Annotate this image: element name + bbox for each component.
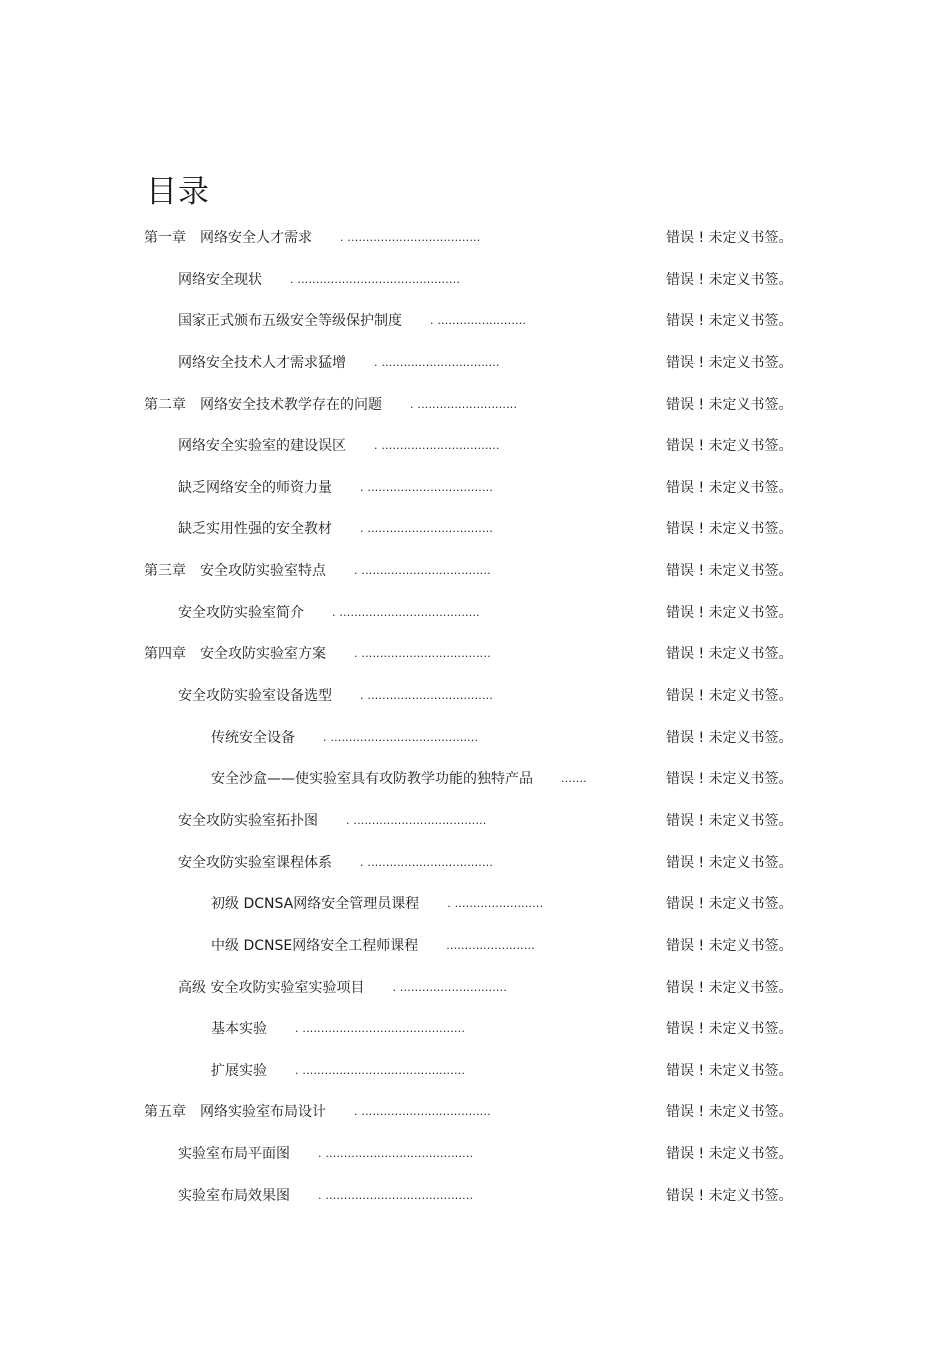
toc-leader-dots: ........................ — [446, 938, 535, 952]
toc-page-ref: 错误 ! 未定义书签。 — [666, 646, 793, 663]
toc-entry[interactable] — [0, 716, 950, 758]
toc-title: 目录 — [146, 174, 210, 210]
toc-leader-dots: . ................................... — [354, 1105, 491, 1119]
toc-entry-text: 传统安全设备 — [211, 729, 295, 746]
toc-entry-text: 安全攻防实验室课程体系 — [178, 854, 332, 871]
toc-leader-dots: . ........................ — [430, 314, 527, 328]
toc-page-ref: 错误 ! 未定义书签。 — [666, 521, 793, 538]
toc-entry-label — [178, 1186, 290, 1206]
toc-page-ref: 错误 ! 未定义书签。 — [666, 688, 793, 705]
chapter-number: 第二章 — [144, 396, 186, 413]
toc-leader-dots: . ................................... — [354, 647, 491, 661]
toc-entry[interactable] — [0, 216, 950, 258]
chapter-number: 第五章 — [144, 1104, 186, 1121]
toc-entry-text: 网络安全现状 — [178, 271, 262, 288]
toc-leader-dots: . ................................ — [374, 355, 500, 369]
toc-page-ref: 错误 ! 未定义书签。 — [666, 771, 793, 788]
toc-entry[interactable] — [0, 507, 950, 549]
toc-entry[interactable] — [0, 1090, 950, 1132]
toc-entry[interactable] — [0, 591, 950, 633]
toc-entry-label — [211, 769, 533, 789]
chapter-number: 第三章 — [144, 563, 186, 580]
toc-entry-label — [144, 395, 382, 415]
toc-list — [0, 216, 950, 1215]
toc-entry[interactable] — [0, 924, 950, 966]
toc-page-ref: 错误 ! 未定义书签。 — [666, 438, 793, 455]
toc-entry[interactable] — [0, 466, 950, 508]
toc-entry-text: 安全攻防实验室拓扑图 — [178, 812, 318, 829]
chapter-number: 第四章 — [144, 646, 186, 663]
chapter-number: 第一章 — [144, 230, 186, 246]
toc-leader-dots: . .................................. — [360, 522, 494, 536]
toc-entry-text: 缺乏网络安全的师资力量 — [178, 479, 332, 496]
toc-entry-text: 扩展实验 — [211, 1062, 267, 1079]
toc-entry-label — [178, 853, 332, 873]
toc-entry[interactable] — [0, 1049, 950, 1091]
toc-entry[interactable] — [0, 674, 950, 716]
toc-entry-text: 安全攻防实验室特点 — [200, 563, 326, 580]
toc-entry-text: 基本实验 — [211, 1021, 267, 1038]
toc-leader-dots: . .................................. — [360, 689, 494, 703]
toc-entry-label — [178, 978, 364, 998]
toc-entry-text: 网络安全技术人才需求猛增 — [178, 354, 346, 371]
toc-entry[interactable] — [0, 1174, 950, 1216]
toc-entry[interactable] — [0, 383, 950, 425]
toc-leader-dots: . ............................................ — [290, 272, 461, 286]
toc-page-ref: 错误 ! 未定义书签。 — [666, 230, 793, 246]
toc-entry[interactable] — [0, 258, 950, 300]
toc-page-ref: 错误 ! 未定义书签。 — [666, 354, 793, 371]
toc-entry[interactable] — [0, 882, 950, 924]
toc-page-ref: 错误 ! 未定义书签。 — [666, 1146, 793, 1163]
toc-leader-dots: . ............................................ — [295, 1063, 466, 1077]
toc-entry-text: 安全攻防实验室简介 — [178, 604, 304, 621]
toc-leader-dots: . ........................................ — [323, 730, 479, 744]
toc-page-ref: 错误 ! 未定义书签。 — [666, 1187, 793, 1204]
toc-entry-text: 缺乏实用性强的安全教材 — [178, 521, 332, 538]
toc-entry-text: 网络安全实验室的建设误区 — [178, 438, 346, 455]
toc-entry-text: 网络安全人才需求 — [200, 230, 312, 246]
toc-leader-dots: . ........................... — [410, 397, 518, 411]
toc-entry-text: 网络安全技术教学存在的问题 — [200, 396, 382, 413]
toc-entry[interactable] — [0, 757, 950, 799]
toc-entry[interactable] — [0, 1007, 950, 1049]
toc-page-ref: 错误 ! 未定义书签。 — [666, 937, 793, 954]
toc-leader-dots: . ........................ — [447, 897, 544, 911]
toc-entry-text: 安全攻防实验室设备选型 — [178, 688, 332, 705]
toc-entry-text: 实验室布局效果图 — [178, 1187, 290, 1204]
toc-entry-text: 安全沙盒——使实验室具有攻防教学功能的独特产品 — [211, 771, 533, 788]
toc-page-ref: 错误 ! 未定义书签。 — [666, 1104, 793, 1121]
toc-entry-label — [178, 436, 346, 456]
toc-entry[interactable] — [0, 549, 950, 591]
toc-page-ref: 错误 ! 未定义书签。 — [666, 1062, 793, 1079]
toc-page-ref: 错误 ! 未定义书签。 — [666, 313, 793, 330]
toc-entry[interactable] — [0, 841, 950, 883]
toc-entry-label — [211, 1019, 267, 1039]
toc-leader-dots: ....... — [561, 772, 587, 786]
toc-entry[interactable] — [0, 424, 950, 466]
toc-entry-text: 实验室布局平面图 — [178, 1146, 290, 1163]
toc-leader-dots: . ................................ — [374, 439, 500, 453]
toc-entry[interactable] — [0, 1132, 950, 1174]
toc-entry-label — [211, 894, 419, 914]
toc-entry-label — [178, 1144, 290, 1164]
toc-page-ref: 错误 ! 未定义书签。 — [666, 729, 793, 746]
toc-entry-label — [178, 519, 332, 539]
toc-entry-label — [211, 936, 418, 956]
toc-entry-label — [144, 561, 326, 581]
toc-page-ref: 错误 ! 未定义书签。 — [666, 271, 793, 288]
toc-entry-label — [178, 603, 304, 623]
toc-page-ref: 错误 ! 未定义书签。 — [666, 604, 793, 621]
toc-leader-dots: . .................................. — [360, 855, 494, 869]
toc-leader-dots: . .................................... — [346, 813, 487, 827]
toc-entry-label — [178, 478, 332, 498]
toc-leader-dots: . ............................. — [392, 980, 508, 994]
toc-entry[interactable] — [0, 966, 950, 1008]
toc-page-ref: 错误 ! 未定义书签。 — [666, 896, 793, 913]
toc-leader-dots: . ................................... — [354, 564, 491, 578]
toc-entry-label — [178, 686, 332, 706]
toc-entry-label — [144, 1102, 326, 1122]
toc-entry[interactable] — [0, 299, 950, 341]
toc-leader-dots: . .................................. — [360, 480, 494, 494]
toc-entry-label — [178, 811, 318, 831]
toc-page-ref: 错误 ! 未定义书签。 — [666, 812, 793, 829]
toc-entry-text: 高级 安全攻防实验室实验项目 — [178, 979, 365, 996]
toc-leader-dots: . .................................... — [340, 231, 481, 244]
toc-entry-text: 安全攻防实验室方案 — [200, 646, 326, 663]
toc-leader-dots: . ........................................ — [318, 1147, 474, 1161]
toc-page-ref: 错误 ! 未定义书签。 — [666, 479, 793, 496]
toc-entry-label — [178, 353, 346, 373]
toc-entry-label — [144, 644, 326, 664]
toc-entry-label — [211, 1061, 267, 1081]
toc-entry-text: 初级 DCNSA网络安全管理员课程 — [211, 896, 420, 913]
toc-page-ref: 错误 ! 未定义书签。 — [666, 854, 793, 871]
toc-entry-label — [178, 270, 262, 290]
toc-page-ref: 错误 ! 未定义书签。 — [666, 1021, 793, 1038]
toc-leader-dots: . ............................................ — [295, 1022, 466, 1036]
toc-entry-text: 中级 DCNSE网络安全工程师课程 — [211, 937, 419, 954]
toc-entry-label — [144, 228, 312, 248]
toc-entry-label — [178, 311, 402, 331]
toc-page-ref: 错误 ! 未定义书签。 — [666, 979, 793, 996]
toc-leader-dots: . ........................................ — [318, 1188, 474, 1202]
toc-leader-dots: . ...................................... — [332, 605, 480, 619]
toc-entry[interactable] — [0, 341, 950, 383]
toc-entry-text: 国家正式颁布五级安全等级保护制度 — [178, 313, 402, 330]
toc-entry[interactable] — [0, 799, 950, 841]
toc-entry[interactable] — [0, 632, 950, 674]
toc-entry-label — [211, 728, 295, 748]
toc-entry-text: 网络实验室布局设计 — [200, 1104, 326, 1121]
toc-page-ref: 错误 ! 未定义书签。 — [666, 563, 793, 580]
toc-page-ref: 错误 ! 未定义书签。 — [666, 396, 793, 413]
